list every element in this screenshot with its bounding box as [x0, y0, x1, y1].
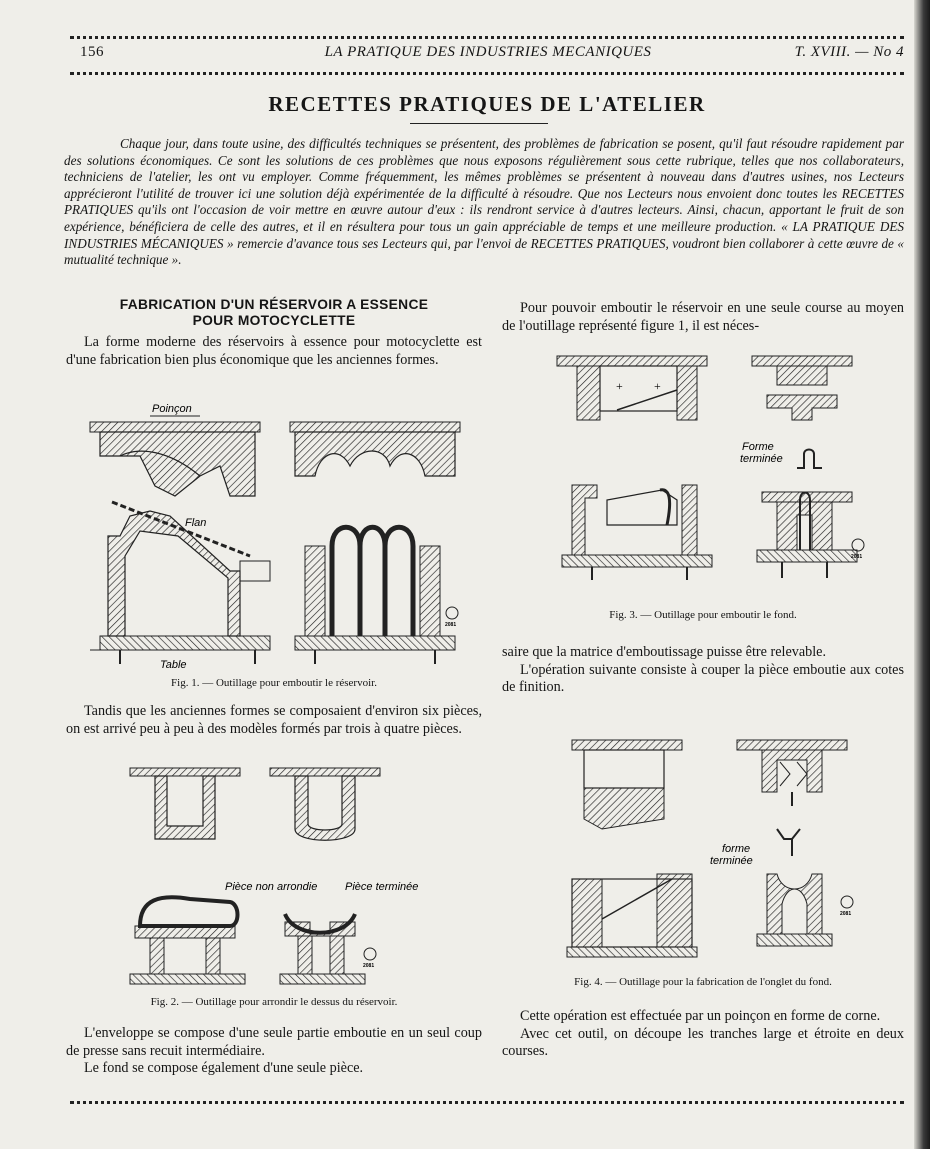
intro-paragraph	[64, 136, 904, 269]
intro-text: Chaque jour, dans toute usine, des difficultés techniques se présentent, des problèmes de fabrication se posent, qu'il faut résoudre rapidement par des solutions économiques. Ce sont les solutions de ces problèmes que nous exposons régulièrement sous cette rubrique, telles que nos collaborateurs, techniciens de l'atelier, les ont vu employer. Comme fréquemment, les mêmes problèmes se présentent à nouveau dans d'autres usines, nos Lecteurs apprécieront l'utilité de trouver ici une solution déjà expérimentée de la difficulté à résoudre. Que nos Lecteurs nous envoient donc toutes les RECETTES PRATIQUES qu'ils ont l'occasion de voir mettre en œuvre autour d'eux : ils rendront service à d'autres lecteurs. Ainsi, chacun, apportant le fruit de son expérience, bénéficiera de celle des autres, et il en résultera pour tous un gain appréciable de temps et une meilleure production. « LA PRATIQUE DES INDUSTRIES MÉCANIQUES » remercie d'avance tous ses Lecteurs qui, par l'envoi de RECETTES PRATIQUES, voudront bien collaborer à cette œuvre de « mutualité technique ».	[64, 136, 904, 268]
right-paragraph-5: Avec cet outil, on découpe les tranches large et étroite en deux courses.	[502, 1025, 904, 1060]
top-rule	[70, 36, 904, 39]
right-paragraph-1: Pour pouvoir emboutir le réservoir en une seule course au moyen de l'outillage représenté figure 1, il est néces-	[502, 300, 904, 334]
fig1-stamp: 2081	[445, 622, 457, 628]
fig1-label-poincon: Poinçon	[152, 403, 192, 415]
figure-3-caption: Fig. 3. — Outillage pour emboutir le fond.	[609, 609, 797, 621]
section-title-line1: FABRICATION D'UN RÉSERVOIR A ESSENCE	[119, 297, 429, 312]
figure-4-drawing	[562, 734, 872, 970]
right-column-block2	[502, 644, 904, 697]
left-paragraph-3: L'enveloppe se compose d'une seule partie emboutie en un seul coup de presse sans recuit intermédiaire.	[66, 1025, 482, 1059]
right-paragraph-2: saire que la matrice d'emboutissage puisse être relevable.	[502, 644, 827, 660]
figure-2-drawing	[120, 764, 420, 988]
title-underline	[410, 123, 548, 124]
fig3-bolt-1: +	[616, 379, 623, 393]
left-column-block2	[66, 703, 482, 738]
right-paragraph-4: Cette opération est effectuée par un poinçon en forme de corne.	[520, 1008, 881, 1024]
left-paragraph-4: Le fond se compose également d'une seule pièce.	[84, 1060, 364, 1077]
running-header	[72, 44, 904, 66]
fig2-stamp: 2081	[363, 963, 375, 969]
fig4-label-forme: forme	[722, 843, 751, 855]
figure-3-drawing	[552, 350, 872, 602]
section-title	[64, 297, 484, 329]
figure-1-drawing	[80, 396, 475, 676]
page-number: 156	[80, 44, 104, 60]
bottom-rule	[70, 1101, 904, 1104]
fig3-label-forme: Forme	[742, 441, 774, 453]
fig3-stamp: 2081	[851, 554, 863, 560]
left-paragraph-2: Tandis que les anciennes formes se composaient d'environ six pièces, on est arrivé peu à peu à des modèles formés par trois à quatre pièces.	[66, 703, 482, 737]
figure-1-caption: Fig. 1. — Outillage pour emboutir le réservoir.	[171, 677, 377, 689]
right-paragraph-3: L'opération suivante consiste à couper la pièce emboutie aux cotes de finition.	[502, 661, 904, 696]
fig3-label-terminee: terminée	[740, 453, 783, 465]
left-column-block1	[66, 334, 482, 369]
right-column-block3	[502, 1008, 904, 1061]
left-column-block3	[66, 1025, 482, 1078]
figure-4-caption: Fig. 4. — Outillage pour la fabrication de l'onglet du fond.	[574, 976, 832, 988]
page-binding-shadow	[914, 0, 930, 1149]
fig1-label-table: Table	[160, 659, 187, 671]
article-title: RECETTES PRATIQUES DE L'ATELIER	[268, 92, 706, 116]
left-paragraph-1: La forme moderne des réservoirs à essence pour motocyclette est d'une fabrication bien plus économique que les anciennes formes.	[66, 334, 482, 368]
fig1-label-flan: Flan	[185, 517, 207, 529]
fig2-label-non-arrondie: Pièce non arrondie	[225, 881, 318, 893]
fig4-label-terminee: terminée	[710, 855, 753, 867]
fig2-label-terminee: Pièce terminée	[345, 881, 419, 893]
issue-number: T. XVIII. — No 4	[794, 44, 904, 60]
header-rule	[70, 72, 904, 75]
fig4-stamp: 2081	[840, 911, 852, 917]
fig3-bolt-2: +	[654, 379, 661, 393]
section-title-line2: POUR MOTOCYCLETTE	[192, 313, 356, 328]
journal-title: LA PRATIQUE DES INDUSTRIES MECANIQUES	[324, 44, 652, 60]
right-column-block1	[502, 300, 904, 335]
figure-2-caption: Fig. 2. — Outillage pour arrondir le dessus du réservoir.	[150, 996, 398, 1008]
